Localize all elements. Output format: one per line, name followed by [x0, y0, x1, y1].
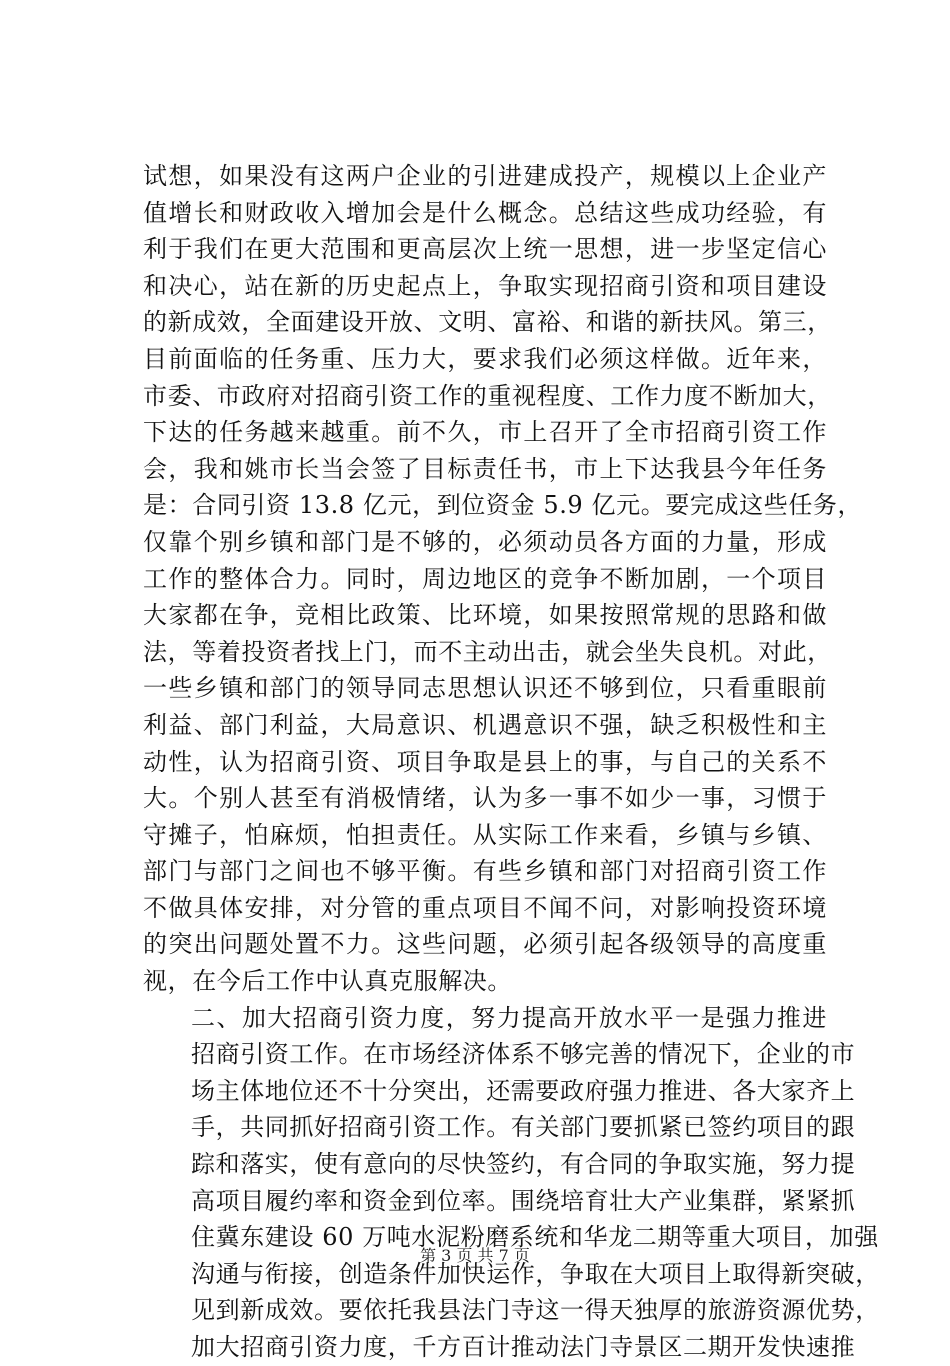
text-line: 市委、市政府对招商引资工作的重视程度、工作力度不断加大，: [143, 381, 832, 410]
text-line: 高项目履约率和资金到位率。围绕培育壮大产业集群，紧紧抓: [191, 1186, 856, 1215]
text-line: 和决心，站在新的历史起点上，争取实现招商引资和项目建设: [143, 271, 827, 300]
text-line: 视，在今后工作中认真克服解决。: [143, 967, 512, 996]
page-footer: 第 3 页 共 7 页: [420, 1246, 530, 1265]
text-line: 利于我们在更大范围和更高层次上统一思想，进一步坚定信心: [143, 235, 827, 264]
text-line: 的突出问题处置不力。这些问题，必须引起各级领导的高度重: [143, 930, 827, 959]
text-line: 一些乡镇和部门的领导同志思想认识还不够到位，只看重眼前: [143, 674, 827, 703]
text-line: 招商引资工作。在市场经济体系不够完善的情况下，企业的市: [191, 1040, 856, 1069]
text-line: 的新成效，全面建设开放、文明、富裕、和谐的新扶风。第三，: [143, 308, 832, 337]
text-line: 守摊子，怕麻烦，怕担责任。从实际工作来看，乡镇与乡镇、: [143, 820, 827, 849]
text-line: 不做具体安排，对分管的重点项目不闻不问，对影响投资环境: [143, 893, 827, 922]
text-line: 沟通与衔接，创造条件加快运作，争取在大项目上取得新突破，: [191, 1259, 880, 1288]
text-line: 会，我和姚市长当会签了目标责任书，市上下达我县今年任务: [143, 454, 827, 483]
text-line: 大家都在争，竞相比政策、比环境，如果按照常规的思路和做: [143, 601, 827, 630]
text-line: 场主体地位还不十分突出，还需要政府强力推进、各大家齐上: [191, 1076, 856, 1105]
paragraph: [143, 1000, 880, 1366]
body-text: [143, 158, 880, 1366]
text-line: 踪和落实，使有意向的尽快签约，有合同的争取实施，努力提: [191, 1150, 856, 1179]
text-line: 大。个别人甚至有消极情绪，认为多一事不如少一事，习惯于: [143, 784, 827, 813]
text-line: 仅靠个别乡镇和部门是不够的，必须动员各方面的力量，形成: [143, 527, 827, 556]
text-line: 动性，认为招商引资、项目争取是县上的事，与自己的关系不: [143, 747, 827, 776]
text-line: 工作的整体合力。同时，周边地区的竞争不断加剧，一个项目: [143, 564, 827, 593]
text-line: 利益、部门利益，大局意识、机遇意识不强，缺乏积极性和主: [143, 710, 827, 739]
text-line: 试想，如果没有这两户企业的引进建成投产，规模以上企业产: [143, 162, 827, 190]
text-line: 是：合同引资 13.8 亿元，到位资金 5.9 亿元。要完成这些任务，: [143, 491, 863, 520]
text-line: 加大招商引资力度，千方百计推动法门寺景区二期开发快速推: [191, 1333, 856, 1361]
text-line: 目前面临的任务重、压力大，要求我们必须这样做。近年来，: [143, 344, 827, 373]
text-line: 部门与部门之间也不够平衡。有些乡镇和部门对招商引资工作: [143, 857, 827, 886]
text-line: 二、加大招商引资力度，努力提高开放水平一是强力推进: [191, 1003, 827, 1032]
paragraph: [143, 158, 863, 1000]
text-line: 下达的任务越来越重。前不久，市上召开了全市招商引资工作: [143, 418, 827, 447]
text-line: 法，等着投资者找上门，而不主动出击，就会坐失良机。对此，: [143, 637, 832, 666]
text-line: 见到新成效。要依托我县法门寺这一得天独厚的旅游资源优势，: [191, 1296, 880, 1325]
text-line: 住冀东建设 60 万吨水泥粉磨系统和华龙二期等重大项目，加强: [191, 1223, 879, 1252]
text-line: 值增长和财政收入增加会是什么概念。总结这些成功经验，有: [143, 198, 827, 227]
text-line: 手，共同抓好招商引资工作。有关部门要抓紧已签约项目的跟: [191, 1113, 856, 1142]
